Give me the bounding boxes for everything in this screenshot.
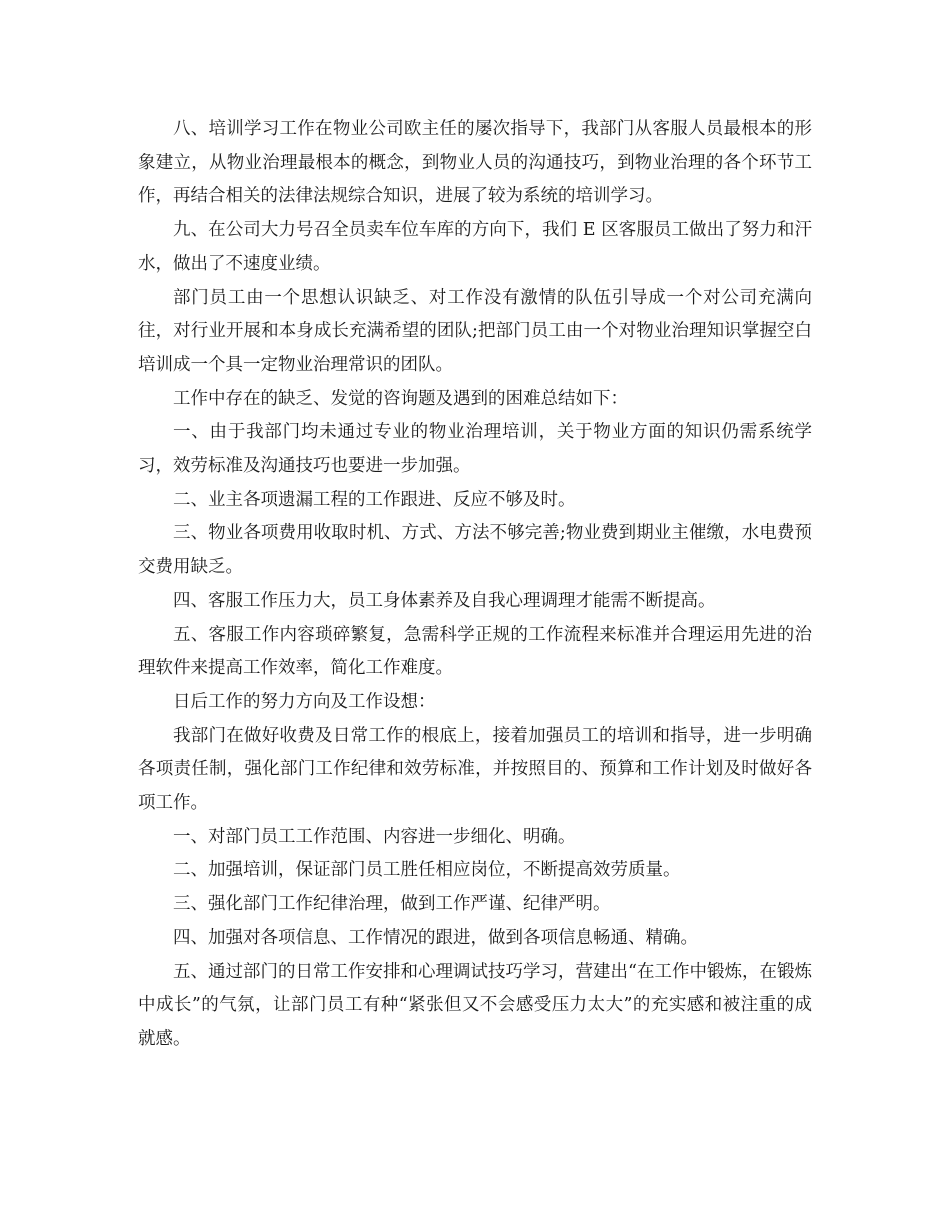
paragraph-parking-sales: 九、在公司大力号召全员卖车位车库的方向下，我们 E 区客服员工做出了努力和汗水，做出了不速度业绩。 <box>138 220 812 274</box>
paragraph-plans-heading: 日后工作的努力方向及工作设想： <box>173 691 436 712</box>
paragraph-problem-1: 一、由于我部门均未通过专业的物业治理培训，关于物业方面的知识仍需系统学习，效劳标准及沟通技巧也要进一步加强。 <box>138 422 812 477</box>
paragraph-plan-3: 三、强化部门工作纪律治理，做到工作严谨、纪律严明。 <box>173 894 611 915</box>
paragraph-problem-4: 四、客服工作压力大，员工身体素养及自我心理调理才能需不断提高。 <box>173 590 716 611</box>
document-page <box>138 113 812 1057</box>
paragraph-problem-3: 三、物业各项费用收取时机、方式、方法不够完善;物业费到期业主催缴，水电费预交费用缺乏。 <box>138 523 812 578</box>
paragraph-plans-intro: 我部门在做好收费及日常工作的根底上，接着加强员工的培训和指导，进一步明确各项责任制，强化部门工作纪律和效劳标准，并按照目的、预算和工作计划及时做好各项工作。 <box>138 725 812 814</box>
paragraph-problems-heading: 工作中存在的缺乏、发觉的咨询题及遇到的困难总结如下： <box>173 388 628 409</box>
paragraph-team-growth: 部门员工由一个思想认识缺乏、对工作没有激情的队伍引导成一个对公司充满向往，对行业开展和本身成长充满希望的团队;把部门员工由一个对物业治理知识掌握空白培训成一个具一定物业治理常识的团队。 <box>138 287 812 375</box>
paragraph-problem-5: 五、客服工作内容琐碎繁复，急需科学正规的工作流程来标准并合理运用先进的治理软件来提高工作效率，简化工作难度。 <box>138 624 812 679</box>
paragraph-problem-2: 二、业主各项遗漏工程的工作跟进、反应不够及时。 <box>173 489 576 510</box>
paragraph-training: 八、培训学习工作在物业公司欧主任的屡次指导下，我部门从客服人员最根本的形象建立，从物业治理最根本的概念，到物业人员的沟通技巧，到物业治理的各个环节工作，再结合相关的法律法规综合知识，进展了较为系统的培训学习。 <box>138 119 812 207</box>
paragraph-plan-4: 四、加强对各项信息、工作情况的跟进，做到各项信息畅通、精确。 <box>173 927 698 948</box>
paragraph-plan-1: 一、对部门员工工作范围、内容进一步细化、明确。 <box>173 826 576 847</box>
paragraph-plan-5: 五、通过部门的日常工作安排和心理调试技巧学习，营建出“在工作中锻炼，在锻炼中成长”的气氛，让部门员工有种“紧张但又不会感受压力太大”的充实感和被注重的成就感。 <box>138 961 812 1049</box>
paragraph-plan-2: 二、加强培训，保证部门员工胜任相应岗位，不断提高效劳质量。 <box>173 860 681 881</box>
